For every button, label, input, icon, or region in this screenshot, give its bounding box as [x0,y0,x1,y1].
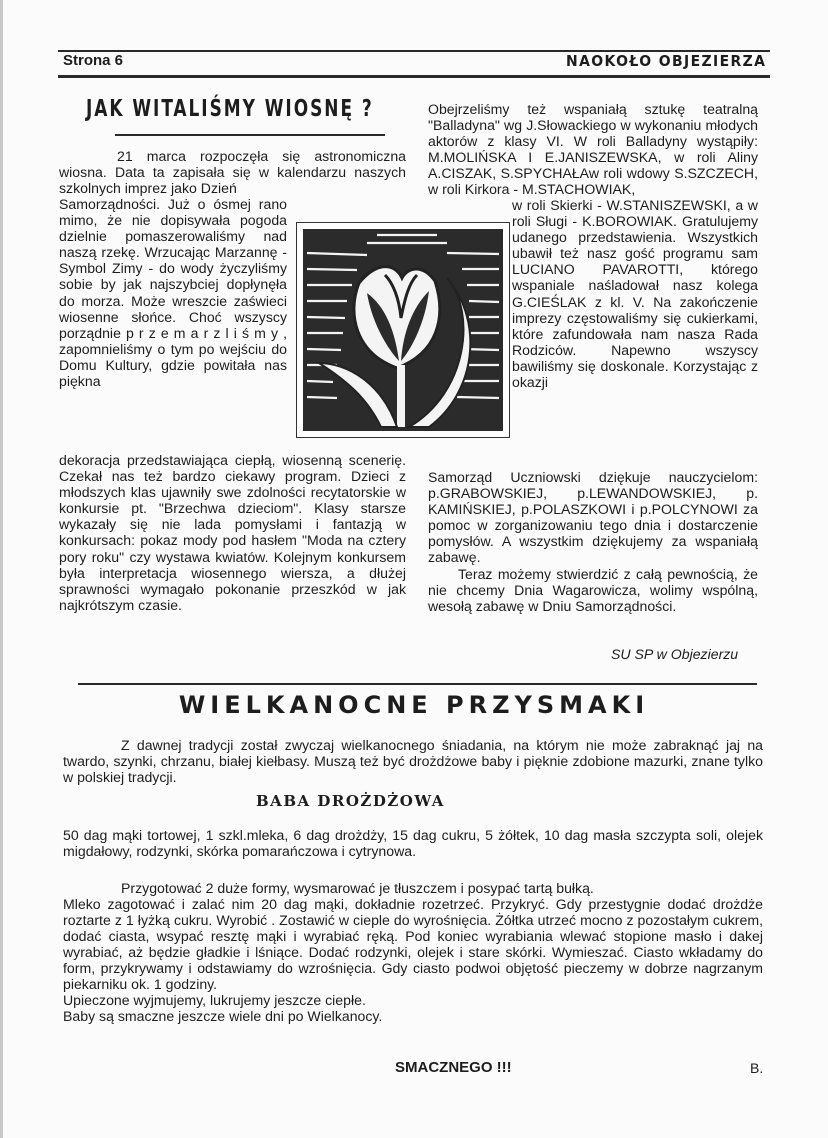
tulip-icon [297,223,509,437]
article-right-column-top [428,101,758,198]
step: Upieczone wyjmujemy, lukrujemy jeszcze ciepłe. [63,992,366,1008]
page-number: Strona 6 [63,52,124,69]
publication-title: NAOKOŁO OBJEZIERZA [566,52,767,70]
article-right-column-bottom [428,469,758,614]
paragraph: Samorządności. Już o ósmej rano mimo, że nie dopisywała pogoda dzielnie pomaszerowaliśmy nad naszą rzekę. Wrzucając Marzannę - Symbol Zimy - do wody życzyliśmy sobie by jak najszybciej dopłynęła do morza. Może wreszcie zaświeci wiosenne słońce. Choć wszyscy porządnie p r z e m a r z l i ś m y , zapomnieliśmy o tym po wejściu do Domu Kultury, gdzie powitała nas piękna [59,196,287,390]
paragraph: 21 marca rozpoczęła się astronomiczna wiosna. Data ta zapisała się w kalendarzu naszych szkolnych imprez jako Dzień [59,148,406,197]
recipe-ingredients [63,827,763,859]
page-edge [0,0,3,1138]
step: Mleko zagotować i zalać nim 20 dag mąki, dokładnie rozetrzeć. Przykryć. Gdy przestygnie dodać drożdże roztarte z 1 łyżką cukru. Wyrobić . Zostawić w cieple do wyrośnięcia. Żółtka utrzeć mocno z pozostałym cukrem, dodać ciasta, wsypać resztę mąki i wyrabiać ręką. Pod koniec wyrabiania wlewać stopione masło i dakej wyrabiać, aż będzie gładkie i lśniące. Dodać rodzynki, olejek i stare skórki. Wymieszać. Ciasto wkładamy do form, przykrywamy i odstawiamy do wzrośnięcia. Gdy ciasto podwoi objętość pieczemy w dobrze nagrzanym piekarniku ok. 1 godziny. [63,896,763,992]
article-left-column-wrap [59,196,287,389]
header-bottom-rule [58,75,770,78]
article-title: WIELKANOCNE PRZYSMAKI [178,691,650,719]
section-divider [78,683,757,685]
paragraph: Samorząd Uczniowski dziękuje nauczycielom: p.GRABOWSKIEJ, p.LEWANDOWSKIEJ, p. KAMIŃSKIEJ, p.POLASZKOWI i p.POLCYNOWI za pomoc w zorganizowaniu tego dnia i dostarczenie pomysłów. A wszystkim dziękujemy za wspaniałą zabawę. [428,469,758,566]
paragraph: dekoracja przedstawiająca ciepłą, wiosenną scenerię. Czekał nas też bardzo ciekawy program. Dzieci z młodszych klas ujawniły swe zdolności recytatorskie w konkursie pt. "Brzechwa dzieciom". Klasy starsze wykazały się nie lada pomysłami i fantazją w konkursach: pokaz mody pod hasłem "Moda na cztery pory roku" czy wystawa kwiatów. Kolejnym konkursem była interpretacja wiosennego wiersza, a dłużej sprawności wymagało pokonanie przeszkód w jak najkrótszym czasie. [59,452,406,613]
recipe-intro [63,737,763,785]
title-underline [115,134,385,136]
article-signature: SU SP w Objezierzu [611,646,739,662]
step: Baby są smaczne jeszcze wiele dni po Wielkanocy. [63,1008,383,1024]
ingredients-text: 50 dag mąki tortowej, 1 szkl.mleka, 6 dag drożdży, 15 dag cukru, 5 żółtek, 10 dag masła szczypta soli, olejek migdałowy, rodzynki, skórka pomarańczowa i cytrynowa. [63,827,763,859]
step: Przygotować 2 duże formy, wysmarować je tłuszczem i posypać tartą bułką. [121,880,594,896]
closing-text: SMACZNEGO !!! [395,1059,512,1076]
paragraph: Z dawnej tradycji został zwyczaj wielkanocnego śniadania, na którym nie może zabraknąć jaj na twardo, szynki, chrzanu, białej kiełbasy. Muszą też być drożdżowe baby i pięknie zdobione mazurki, znane tylko w polskiej tradycji. [63,737,763,785]
recipe-steps [63,880,763,1024]
paragraph: w roli Skierki - W.STANISZEWSKI, a w roli Sługi - K.BOROWIAK. Gratulujemy udanego przedstawienia. Wszystkich ubawił też nasz gość programu sam LUCIANO PAVAROTTI, którego wspaniale naśladował nasz kolega G.CIEŚLAK z kl. V. Na zakończenie imprezy częstowaliśmy się cukierkami, które zafundowała nam nasza Rada Rodziców. Napewno wszyscy bawiliśmy się doskonale. Korzystając z okazji [512,197,758,391]
paragraph: Obejrzeliśmy też wspaniałą sztukę teatralną "Balladyna" wg J.Słowackiego w wykonaniu młodych aktorów z klasy VI. W roli Balladyny wystąpiły: M.MOLIŃSKA I E.JANISZEWSKA, w roli Aliny A.CISZAK, S.SPYCHAŁAw roli wdowy S.SZCZECH, w roli Kirkora - M.STACHOWIAK, [428,101,758,198]
recipe-title: BABA DROŻDŻOWA [256,792,445,810]
article-left-column-top [59,148,406,196]
article-right-column-wrap [512,197,758,390]
article-left-column-bottom [59,452,406,613]
author-initial: B. [750,1060,764,1076]
article-title: JAK WITALIŚMY WIOSNĘ ? [86,96,374,122]
paragraph: Teraz możemy stwierdzić z całą pewnością, że nie chcemy Dnia Wagarowicza, wolimy wspólną, wesołą zabawę w Dniu Samorządności. [428,565,758,614]
tulip-illustration [296,222,510,438]
